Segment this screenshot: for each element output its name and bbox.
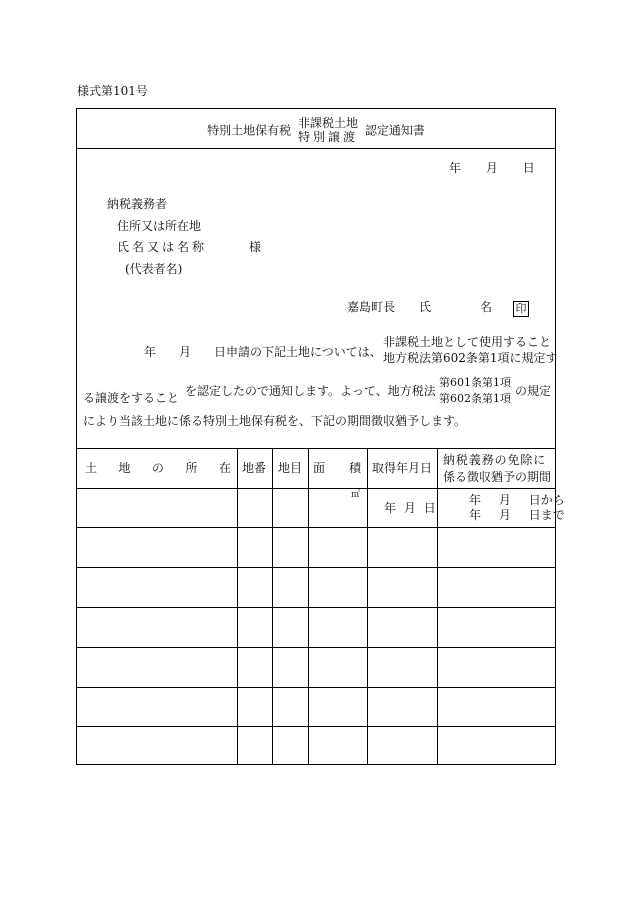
body-request: 日申請の下記土地については、: [214, 345, 382, 359]
body-article-2: 第602条第1項: [439, 392, 511, 405]
body-article-1: 第601条第1項: [439, 376, 511, 389]
body-option-1-cont: 地方税法第602条第1項に規定す: [383, 351, 558, 365]
header-deferral-1: 納税義務の免除に: [443, 453, 547, 467]
body-option-1: 非課税土地として使用すること: [383, 335, 552, 349]
honorific: 様: [249, 240, 262, 254]
acquisition-date-placeholder: 年 月 日: [384, 501, 436, 515]
body-option-2: る譲渡をすること: [83, 391, 180, 405]
period-to: 年 月 日まで: [469, 508, 565, 522]
header-land-category: 地目: [278, 461, 303, 475]
header-lot-number: 地番: [242, 461, 267, 475]
sender-name-label-1: 氏: [419, 300, 432, 314]
header-area: 面 積: [313, 461, 361, 475]
date-year: 年: [449, 161, 462, 175]
date-month: 月: [485, 161, 498, 175]
header-acquisition-date: 取得年月日: [372, 461, 433, 475]
title-prefix: 特別土地保有税: [207, 123, 292, 138]
period-from: 年 月 日から: [469, 493, 565, 507]
address-label: 住所又は所在地: [117, 219, 202, 233]
body-middle: を認定したので通知します。よって、地方税法: [185, 384, 436, 398]
header-location: 土 地 の 所 在: [85, 461, 231, 475]
header-deferral-2: 係る徴収猶予の期間: [443, 470, 552, 484]
taxpayer-heading: 納税義務者: [107, 197, 168, 211]
body-provision: の規定: [515, 384, 552, 398]
seal-mark: [513, 299, 529, 317]
name-label: 氏名又は名称: [117, 240, 208, 254]
date-day: 日: [522, 161, 535, 175]
representative-label: (代表者名): [125, 262, 183, 276]
body-final: により当該土地に係る特別土地保有税を、下記の期間徴収猶予します。: [83, 414, 467, 428]
title-choice: [298, 116, 358, 145]
form-number: 様式第101号: [77, 84, 148, 98]
body-month: 月: [179, 345, 192, 359]
sender-org: 嘉島町長: [347, 300, 396, 314]
notice-form: [76, 108, 565, 765]
title-choice-top: 非課税土地: [297, 116, 358, 130]
date-line: [449, 162, 535, 174]
seal-box: 印: [513, 301, 529, 317]
title-suffix: 認定通知書: [364, 123, 425, 138]
area-unit: ㎡: [351, 490, 361, 500]
title-choice-bottom: 特別譲渡: [297, 130, 358, 145]
body-year: 年: [144, 345, 157, 359]
form-title: [77, 116, 555, 145]
sender-name-label-2: 名: [480, 300, 493, 314]
